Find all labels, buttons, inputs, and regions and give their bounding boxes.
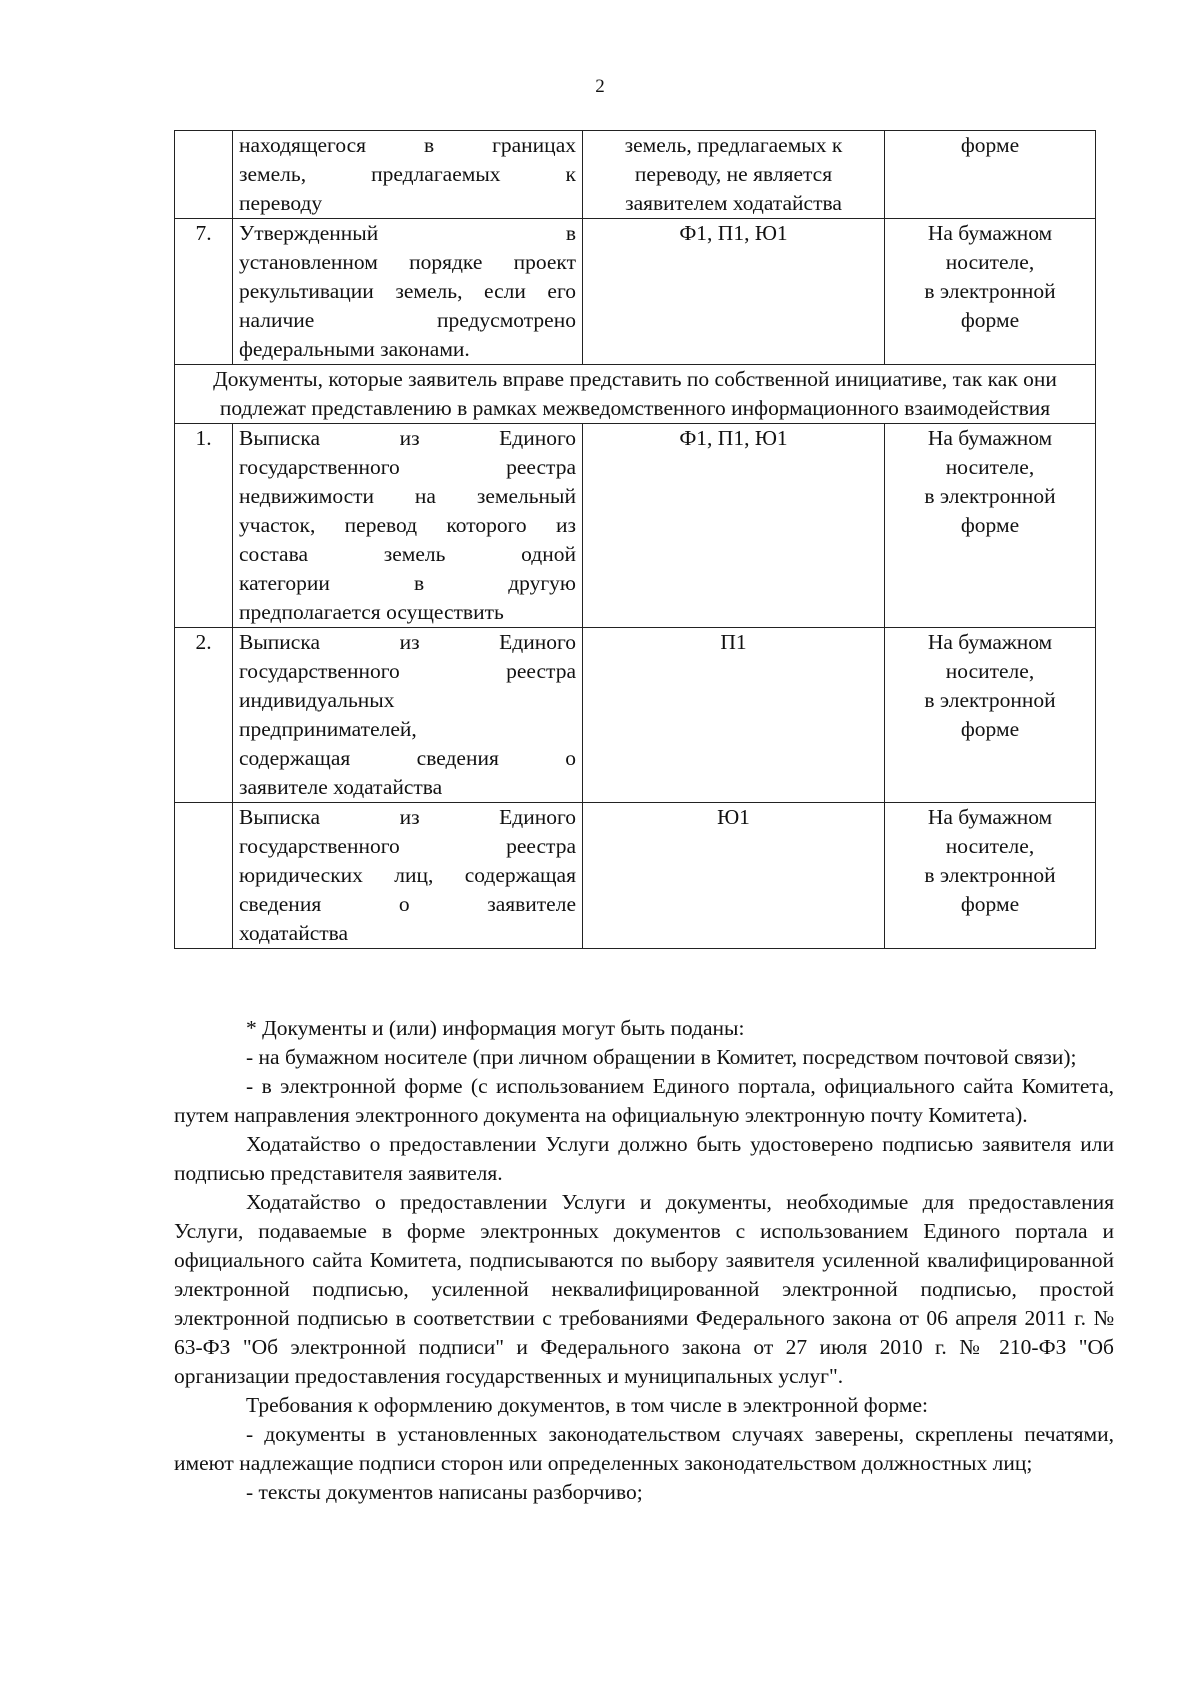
- submission-form-line: форме: [960, 513, 1020, 537]
- applicant-category-line: Ф1, П1, Ю1: [679, 426, 788, 450]
- note-paragraph: - документы в установленных законодательством случаях заверены, скреплены печатями, имеют надлежащие подписи сторон или определенных законодательством должностных лиц;: [174, 1422, 1114, 1475]
- document-name: [233, 219, 583, 365]
- note-paragraph: * Документы и (или) информация могут быть поданы:: [246, 1016, 745, 1040]
- document-name-line: Утвержденный в: [239, 221, 576, 245]
- row-number: 2.: [175, 628, 233, 803]
- document-name-line: предпринимателей,: [239, 717, 417, 741]
- submission-form-line: На бумажном: [927, 221, 1053, 245]
- applicant-category: [583, 131, 885, 219]
- document-name-line: земель, предлагаемых к: [239, 162, 576, 186]
- document-name: [233, 803, 583, 949]
- row-number: [175, 803, 233, 949]
- section-header-row: [175, 365, 1096, 424]
- document-name-line: недвижимости на земельный: [239, 484, 576, 508]
- applicant-category-line: заявителем ходатайства: [625, 191, 842, 215]
- document-name-line: заявителе ходатайства: [239, 775, 443, 799]
- document-name-line: установленном порядке проект: [239, 250, 576, 274]
- document-name-line: сведения о заявителе: [239, 892, 576, 916]
- submission-form-line: носителе,: [945, 659, 1035, 683]
- document-name-line: содержащая сведения о: [239, 746, 576, 770]
- table-row: [175, 131, 1096, 219]
- document-name: [233, 628, 583, 803]
- submission-form: [885, 628, 1096, 803]
- applicant-category-line: П1: [720, 630, 747, 654]
- submission-form: [885, 219, 1096, 365]
- row-number: 7.: [175, 219, 233, 365]
- submission-form-line: На бумажном: [927, 426, 1053, 450]
- submission-form-line: в электронной: [924, 279, 1056, 303]
- submission-form-line: в электронной: [924, 484, 1056, 508]
- section-header: Документы, которые заявитель вправе представить по собственной инициативе, так как они подлежат представлению в рамках межведомственного информационного взаимодействия: [175, 365, 1096, 424]
- document-name-line: находящегося в границах: [239, 133, 576, 157]
- row-number: [175, 131, 233, 219]
- document-name-line: государственного реестра: [239, 455, 576, 479]
- submission-form: [885, 424, 1096, 628]
- submission-form: [885, 803, 1096, 949]
- note-paragraph: - на бумажном носителе (при личном обращении в Комитет, посредством почтовой связи);: [246, 1045, 1077, 1069]
- document-name: [233, 131, 583, 219]
- document-name-line: индивидуальных: [239, 688, 395, 712]
- submission-form-line: На бумажном: [927, 805, 1053, 829]
- document-name-line: участок, перевод которого из: [239, 513, 576, 537]
- submission-form-line: носителе,: [945, 250, 1035, 274]
- note-paragraph: - в электронной форме (с использованием Единого портала, официального сайта Комитета, путем направления электронного документа на официальную электронную почту Комитета).: [174, 1074, 1114, 1127]
- note-paragraph: Требования к оформлению документов, в том числе в электронной форме:: [246, 1393, 928, 1417]
- document-name-line: федеральными законами.: [239, 337, 470, 361]
- document-name-line: юридических лиц, содержащая: [239, 863, 576, 887]
- submission-form-line: носителе,: [945, 455, 1035, 479]
- applicant-category: [583, 219, 885, 365]
- document-name-line: Выписка из Единого: [239, 805, 576, 829]
- submission-form-line: форме: [960, 133, 1020, 157]
- document-name-line: категории в другую: [239, 571, 576, 595]
- applicant-category: [583, 628, 885, 803]
- table-row: [175, 219, 1096, 365]
- submission-form: [885, 131, 1096, 219]
- submission-form-line: форме: [960, 308, 1020, 332]
- submission-form-line: форме: [960, 892, 1020, 916]
- document-name-line: Выписка из Единого: [239, 426, 576, 450]
- submission-form-line: в электронной: [924, 688, 1056, 712]
- submission-form-line: На бумажном: [927, 630, 1053, 654]
- table-row: [175, 628, 1096, 803]
- document-name-line: предполагается осуществить: [239, 600, 504, 624]
- applicant-category: [583, 424, 885, 628]
- applicant-category-line: земель, предлагаемых к: [624, 133, 843, 157]
- document-name: [233, 424, 583, 628]
- document-name-line: состава земель одной: [239, 542, 576, 566]
- note-paragraph: - тексты документов написаны разборчиво;: [246, 1480, 643, 1504]
- submission-form-line: носителе,: [945, 834, 1035, 858]
- submission-form-line: в электронной: [924, 863, 1056, 887]
- note-paragraph: Ходатайство о предоставлении Услуги и документы, необходимые для предоставления Услуги, подаваемые в форме электронных документов с использованием Единого портала и официального сайта Комитета, подписываются по выбору заявителя усиленной квалифицированной электронной подписью, усиленной неквалифицированной электронной подписью, простой электронной подписью в соответствии с требованиями Федерального закона от 06 апреля 2011 г. № 63-ФЗ "Об электронной подписи" и Федерального закона от 27 июля 2010 г. № 210-ФЗ "Об организации предоставления государственных и муниципальных услуг".: [174, 1190, 1114, 1388]
- note-paragraph: Ходатайство о предоставлении Услуги должно быть удостоверено подписью заявителя или подписью представителя заявителя.: [174, 1132, 1114, 1185]
- document-name-line: ходатайства: [239, 921, 349, 945]
- applicant-category-line: переводу, не является: [634, 162, 833, 186]
- document-name-line: рекультивации земель, если его: [239, 279, 576, 303]
- documents-table: [174, 130, 1096, 949]
- table-row: [175, 424, 1096, 628]
- row-number: 1.: [175, 424, 233, 628]
- page-number: 2: [595, 76, 605, 97]
- table-row: [175, 803, 1096, 949]
- document-name-line: Выписка из Единого: [239, 630, 576, 654]
- document-name-line: государственного реестра: [239, 834, 576, 858]
- applicant-category: [583, 803, 885, 949]
- applicant-category-line: Ф1, П1, Ю1: [679, 221, 788, 245]
- document-name-line: наличие предусмотрено: [239, 308, 576, 332]
- notes-section: [174, 1014, 1114, 1507]
- submission-form-line: форме: [960, 717, 1020, 741]
- document-name-line: государственного реестра: [239, 659, 576, 683]
- applicant-category-line: Ю1: [717, 805, 750, 829]
- document-name-line: переводу: [239, 191, 323, 215]
